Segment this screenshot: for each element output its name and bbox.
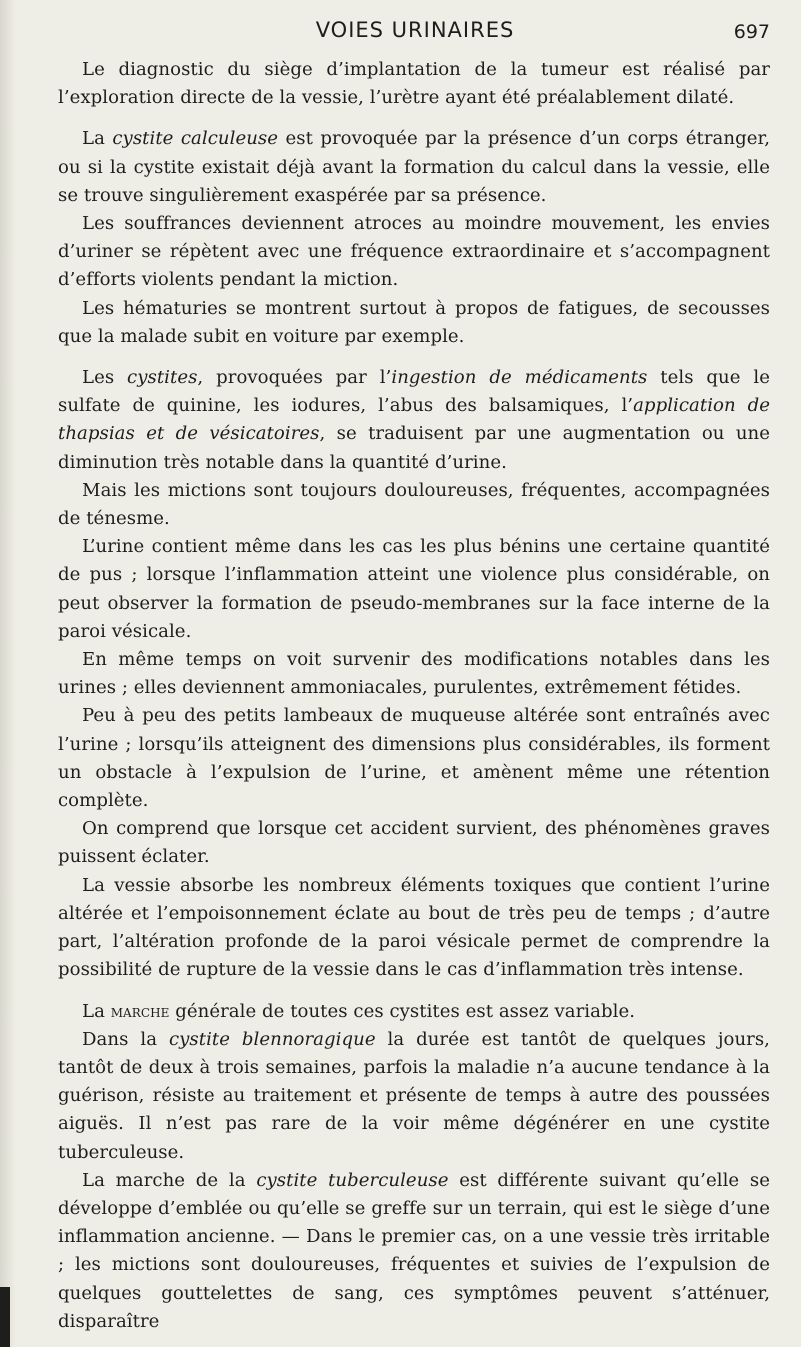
running-title: VOIES URINAIRES — [315, 18, 515, 42]
paragraph-p2 — [58, 125, 770, 210]
italic-term: application de thapsias et de vésicatoires — [58, 395, 770, 445]
text-run: Peu à peu des petits lambeaux de muqueuse altérée sont entraînés avec l’urine ; lorsqu’ils atteignent des dimensions plus considérables, ils forment un obstacle à l’expulsion de l’urine, et amènent même une rétention complète. — [58, 705, 770, 812]
italic-term: cystites — [127, 367, 198, 389]
text-run: En même temps on voit survenir des modifications notables dans les urines ; elles deviennent ammoniacales, purulentes, extrêmement fétides. — [58, 649, 770, 699]
page-edge-dark — [0, 1287, 10, 1347]
text-run: La — [82, 128, 113, 150]
text-run: Le diagnostic du siège d’implantation de la tumeur est réalisé par l’exploration directe de la vessie, l’urètre ayant été préalablement dilaté. — [58, 59, 770, 109]
paragraph-p1 — [58, 56, 770, 112]
paragraph-p12 — [58, 998, 770, 1026]
page-left-shadow — [0, 0, 16, 1347]
text-run: Mais les mictions sont toujours douloureuses, fréquentes, accompagnées de ténesme. — [58, 479, 770, 530]
text-run: Les souffrances deviennent atroces au moindre mouvement, les envies d’uriner se répètent avec une fréquence extraordinaire et s’accompagnent d’efforts violents pendant la miction. — [58, 213, 770, 291]
text-run: Les hématuries se montrent surtout à propos de fatigues, de secousses que la malade subit en voiture par exemple. — [58, 297, 770, 347]
text-run: est provoquée par la présence d’un corps étranger, ou si la cystite existait déjà avant la formation du calcul dans la vessie, elle se trouve singulièrement exaspérée par sa présence. — [58, 128, 770, 206]
paragraph-p7 — [58, 533, 770, 646]
text-run: La vessie absorbe les nombreux éléments toxiques que contient l’urine altérée et l’empoisonnement éclate au bout de très peu de temps ; d’autre part, l’altération profonde de la paroi vésicale permet de comprendre la possibilité de rupture de la vessie dans le cas d’inflammation très intense. — [58, 874, 770, 981]
paragraph-p13 — [58, 1026, 770, 1167]
text-run: La marche de la — [82, 1169, 257, 1191]
text-run: , provoquées par l’ — [197, 367, 392, 389]
text-run: est différente suivant qu’elle se développe d’emblée ou qu’elle se greffe sur un terrain, qui est le siège d’une inflammation ancienne. — Dans le premier cas, on a une vessie très irritable ; les mictions sont douloureuses, fréquentes et suivies de l’expulsion de quelques gouttelettes de sang, ces symptômes peuvent s’atténuer, disparaître — [58, 1169, 771, 1332]
italic-term: cystite blennoragique — [168, 1028, 376, 1050]
paragraph-p4 — [58, 295, 770, 351]
paragraph-p3 — [58, 210, 770, 295]
text-run: La — [82, 1000, 111, 1022]
text-run: , se traduisent par une augmentation ou une diminution très notable dans la quantité d’urine. — [58, 423, 770, 473]
paragraph-p6 — [58, 477, 770, 533]
page-header — [60, 18, 770, 48]
text-run: générale de toutes ces cystites est assez variable. — [169, 1000, 636, 1022]
text-run: On comprend que lorsque cet accident survient, des phénomènes graves puissent éclater. — [58, 818, 770, 868]
text-run: Dans la — [82, 1028, 169, 1050]
body-text — [58, 56, 770, 1336]
small-caps-term: marche — [110, 1001, 170, 1021]
paragraph-p5 — [58, 364, 770, 477]
paragraph-p14 — [58, 1167, 770, 1336]
text-run: Les — [82, 367, 128, 389]
paragraph-p10 — [58, 815, 770, 871]
paragraph-p8 — [58, 646, 770, 702]
text-run: la durée est tantôt de quelques jours, tantôt de deux à trois semaines, parfois la maladie n’a aucune tendance à la guérison, résiste au traitement et présente de temps à autre des poussées aiguës. Il n’est pas rare de la voir même dégénérer en une cystite tuberculeuse. — [58, 1028, 770, 1163]
text-run: tels que le sulfate de quinine, les iodures, l’abus des balsamiques, l’ — [58, 367, 770, 417]
italic-term: cystite tuberculeuse — [256, 1169, 449, 1191]
text-run: L’urine contient même dans les cas les plus bénins une certaine quantité de pus ; lorsque l’inflammation atteint une violence plus considérable, on peut observer la formation de pseudo-membranes sur la face interne de la paroi vésicale. — [58, 536, 770, 642]
page-number: 697 — [733, 21, 770, 43]
italic-term: cystite calculeuse — [112, 128, 279, 150]
paragraph-p11 — [58, 872, 770, 985]
italic-term: ingestion de médicaments — [391, 367, 648, 389]
paragraph-p9 — [58, 702, 770, 815]
